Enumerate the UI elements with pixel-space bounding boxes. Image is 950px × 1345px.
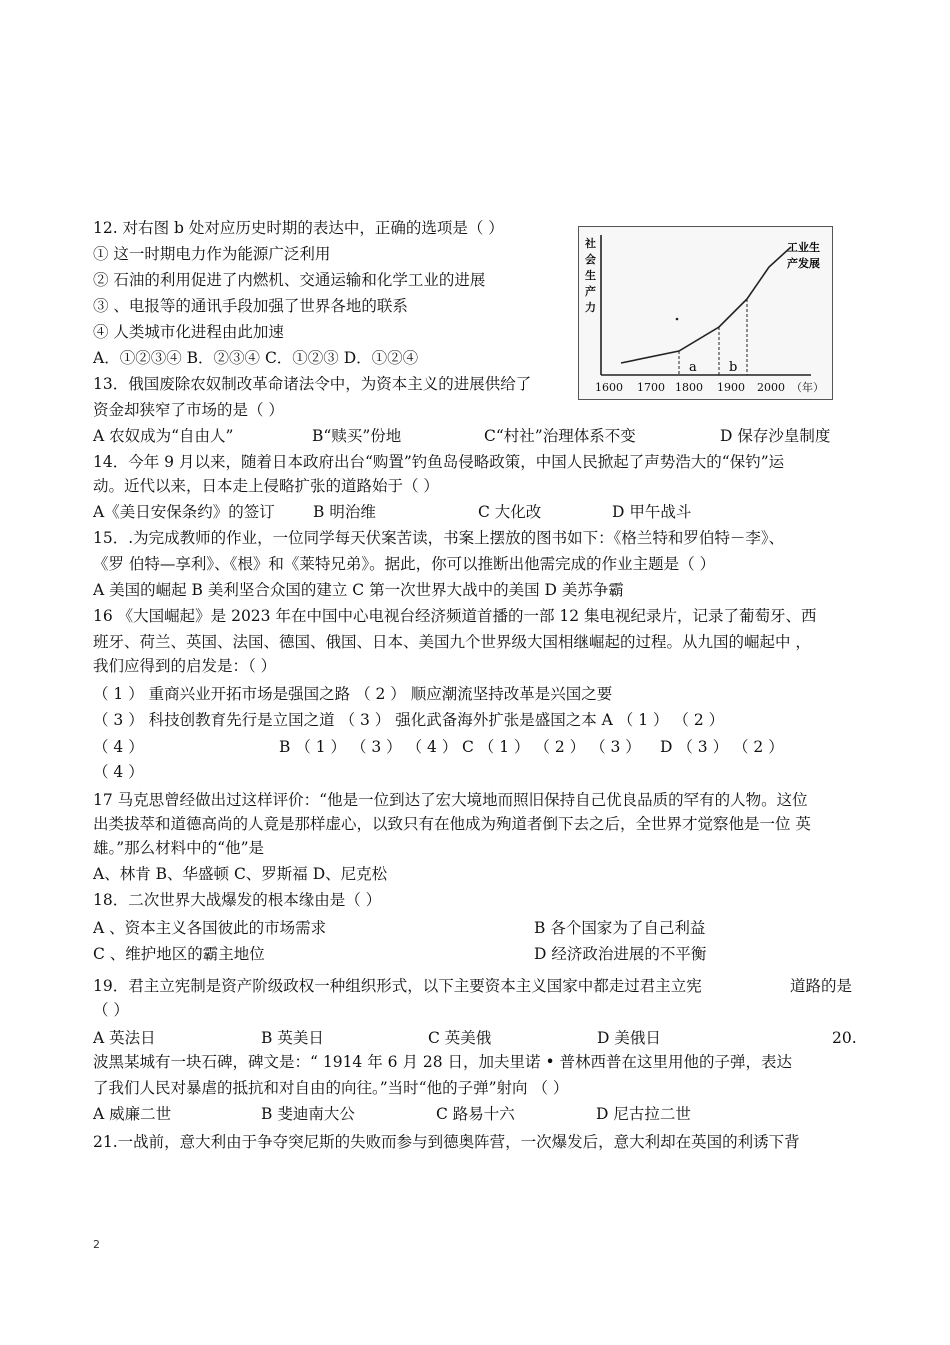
tick-1800: 1800 <box>675 381 703 394</box>
ylabel-char-2: 会 <box>585 253 596 266</box>
q13-option-d: D 保存沙皇制度 <box>720 427 831 445</box>
ylabel-char-1: 社 <box>585 237 596 250</box>
q19-stem-1b: 道路的是 <box>790 977 853 995</box>
q13-stem-1: 13．俄国废除农奴制改革命诸法令中，为资本主义的进展供给了 <box>93 375 532 393</box>
q13-stem-2: 资金却狭窄了市场的是（ ） <box>93 401 284 419</box>
productivity-figure <box>578 226 833 400</box>
q14-option-b: B 明治维 <box>313 503 376 521</box>
q21-stem-1: 21.一战前，意大利由于争夺突尼斯的失败而参与到德奥阵营，一次爆发后，意大利却在英国的利诱下背 <box>93 1133 800 1151</box>
tick-2000: 2000 <box>757 381 785 394</box>
q20-stem-2: 了我们人民对暴虐的抵抗和对自由的向往。”当时“他的子弹”射向 （ ） <box>93 1079 569 1097</box>
curve-label-1: 工业生 <box>787 241 820 254</box>
q16-stem-2: 班牙、荷兰、英国、法国、德国、俄国、日本、美国九个世界级大国相继崛起的过程。从九国的崛起中 ， <box>93 633 811 651</box>
q12-option-3: ③ 、电报等的通讯手段加强了世界各地的联系 <box>93 297 408 315</box>
q19-option-a: A 英法日 <box>93 1029 156 1047</box>
q15-stem-2: 《罗 伯特—享利》、《根》和《莱特兄弟》。据此，你可以推断出他需完成的作业主题是（ ） <box>93 555 716 573</box>
q12-option-4: ④ 人类城市化进程由此加速 <box>93 323 284 341</box>
q17-stem-1: 17 马克思曾经做出过这样评价：“他是一位到达了宏大境地而照旧保持自己优良品质的罕有的人物。这位 <box>93 791 808 809</box>
q16-option-c: C （ 1 ） （ 2 ） （ 3 ） <box>462 738 641 756</box>
q12-stem: 12. 对右图 b 处对应历史时期的表达中，正确的选项是（ ） <box>93 219 504 237</box>
q16-option-a-tail: （ 4 ） <box>93 738 144 756</box>
q13-option-b: B“赎买”份地 <box>312 427 402 445</box>
q15-stem-1: 15．.为完成教师的作业，一位同学每天伏案苦读，书案上摆放的图书如下：《格兰特和罗伯特－李》、 <box>93 529 785 547</box>
q20-option-b: B 斐迪南大公 <box>261 1105 355 1123</box>
q13-option-a: A 农奴成为“自由人” <box>93 427 234 445</box>
q19-stem-2: （ ） <box>93 1001 129 1019</box>
q15-choices: A 美国的崛起 B 美利坚合众国的建立 C 第一次世界大战中的美国 D 美苏争霸 <box>93 581 624 599</box>
ylabel-char-5: 力 <box>585 301 596 314</box>
q12-choices: A．①②③④ B．②③④ C．①②③ D．①②④ <box>93 349 419 367</box>
productivity-chart <box>579 227 832 399</box>
productivity-curve <box>621 247 791 363</box>
q18-option-c: C 、维护地区的霸主地位 <box>93 945 265 963</box>
q19-stem-1: 19．君主立宪制是资产阶级政权一种组织形式，以下主要资本主义国家中都走过君主立宪 <box>93 977 702 995</box>
q14-option-d: D 甲午战斗 <box>612 503 692 521</box>
q16-stem-3: 我们应得到的启发是：（ ） <box>93 657 277 675</box>
q19-option-c: C 英美俄 <box>428 1029 492 1047</box>
tick-1700: 1700 <box>637 381 665 394</box>
q18-stem: 18．二次世界大战爆发的根本缘由是（ ） <box>93 891 382 909</box>
q18-option-a: A 、资本主义各国彼此的市场需求 <box>93 919 327 937</box>
q13-option-c: C“村社”治理体系不变 <box>484 427 636 445</box>
tick-1600: 1600 <box>595 381 623 394</box>
ylabel-char-3: 生 <box>585 269 596 282</box>
q20-option-a: A 威廉二世 <box>93 1105 172 1123</box>
q16-stem-1: 16 《大国崛起》是 2023 年在中国中心电视台经济频道首播的一部 12 集电视纪录片，记录了葡萄牙、西 <box>93 607 817 625</box>
q12-option-2: ② 石油的利用促进了内燃机、交通运输和化学工业的进展 <box>93 271 486 289</box>
q17-stem-2: 出类拔萃和道德高尚的人竟是那样虚心，以致只有在他成为殉道者倒下去之后，全世界才觉察他是一位 英 <box>93 815 811 833</box>
q17-stem-3: 雄。”那么材料中的“他”是 <box>93 839 265 857</box>
q16-statements-2: （ 3 ） 科技创教育先行是立国之道 （ 3 ） 强化武备海外扩张是盛国之本 A （ 1 ） （ 2 ） <box>93 711 725 729</box>
curve-label-2: 产发展 <box>787 257 820 270</box>
q20-stem-1: 波黑某城有一块石碑，碑文是：“ 1914 年 6 月 28 日，加夫里诺 • 普林西普在这里用他的子弹，表达 <box>93 1053 793 1071</box>
q16-option-b: B （ 1 ） （ 3 ） （ 4 ） <box>279 738 458 756</box>
q20-number: 20. <box>832 1029 857 1047</box>
q18-option-b: B 各个国家为了自己利益 <box>534 919 706 937</box>
tick-year-unit: （年） <box>791 381 824 394</box>
q16-statements-1: （ 1 ） 重商兴业开拓市场是强国之路 （ 2 ） 顺应潮流坚持改革是兴国之要 <box>93 685 613 703</box>
page-number: 2 <box>93 1238 100 1251</box>
q14-option-c: C 大化改 <box>478 503 542 521</box>
q14-stem-1: 14．今年 9 月以来，随着日本政府出台“购置”钓鱼岛侵略政策，中国人民掀起了声势浩大的“保钓”运 <box>93 453 785 471</box>
q19-option-b: B 英美日 <box>261 1029 324 1047</box>
q14-stem-2: 动。近代以来，日本走上侵略扩张的道路始于（ ） <box>93 477 439 495</box>
q14-option-a: A《美日安保条约》的签订 <box>93 503 275 521</box>
q17-choices: A、林肯 B、华盛顿 C、罗斯福 D、尼克松 <box>93 865 388 883</box>
mark-b: b <box>729 360 738 375</box>
q18-option-d: D 经济政治进展的不平衡 <box>534 945 707 963</box>
ylabel-char-4: 产 <box>585 285 596 298</box>
q16-option-d-tail: （ 4 ） <box>93 763 144 781</box>
mark-a: a <box>689 360 697 375</box>
q20-option-d: D 尼古拉二世 <box>596 1105 691 1123</box>
q20-option-c: C 路易十六 <box>436 1105 515 1123</box>
tick-1900: 1900 <box>717 381 745 394</box>
q19-option-d: D 美俄日 <box>597 1029 661 1047</box>
q12-option-1: ① 这一时期电力作为能源广泛利用 <box>93 245 331 263</box>
q16-option-d: D （ 3 ） （ 2 ） <box>660 738 784 756</box>
